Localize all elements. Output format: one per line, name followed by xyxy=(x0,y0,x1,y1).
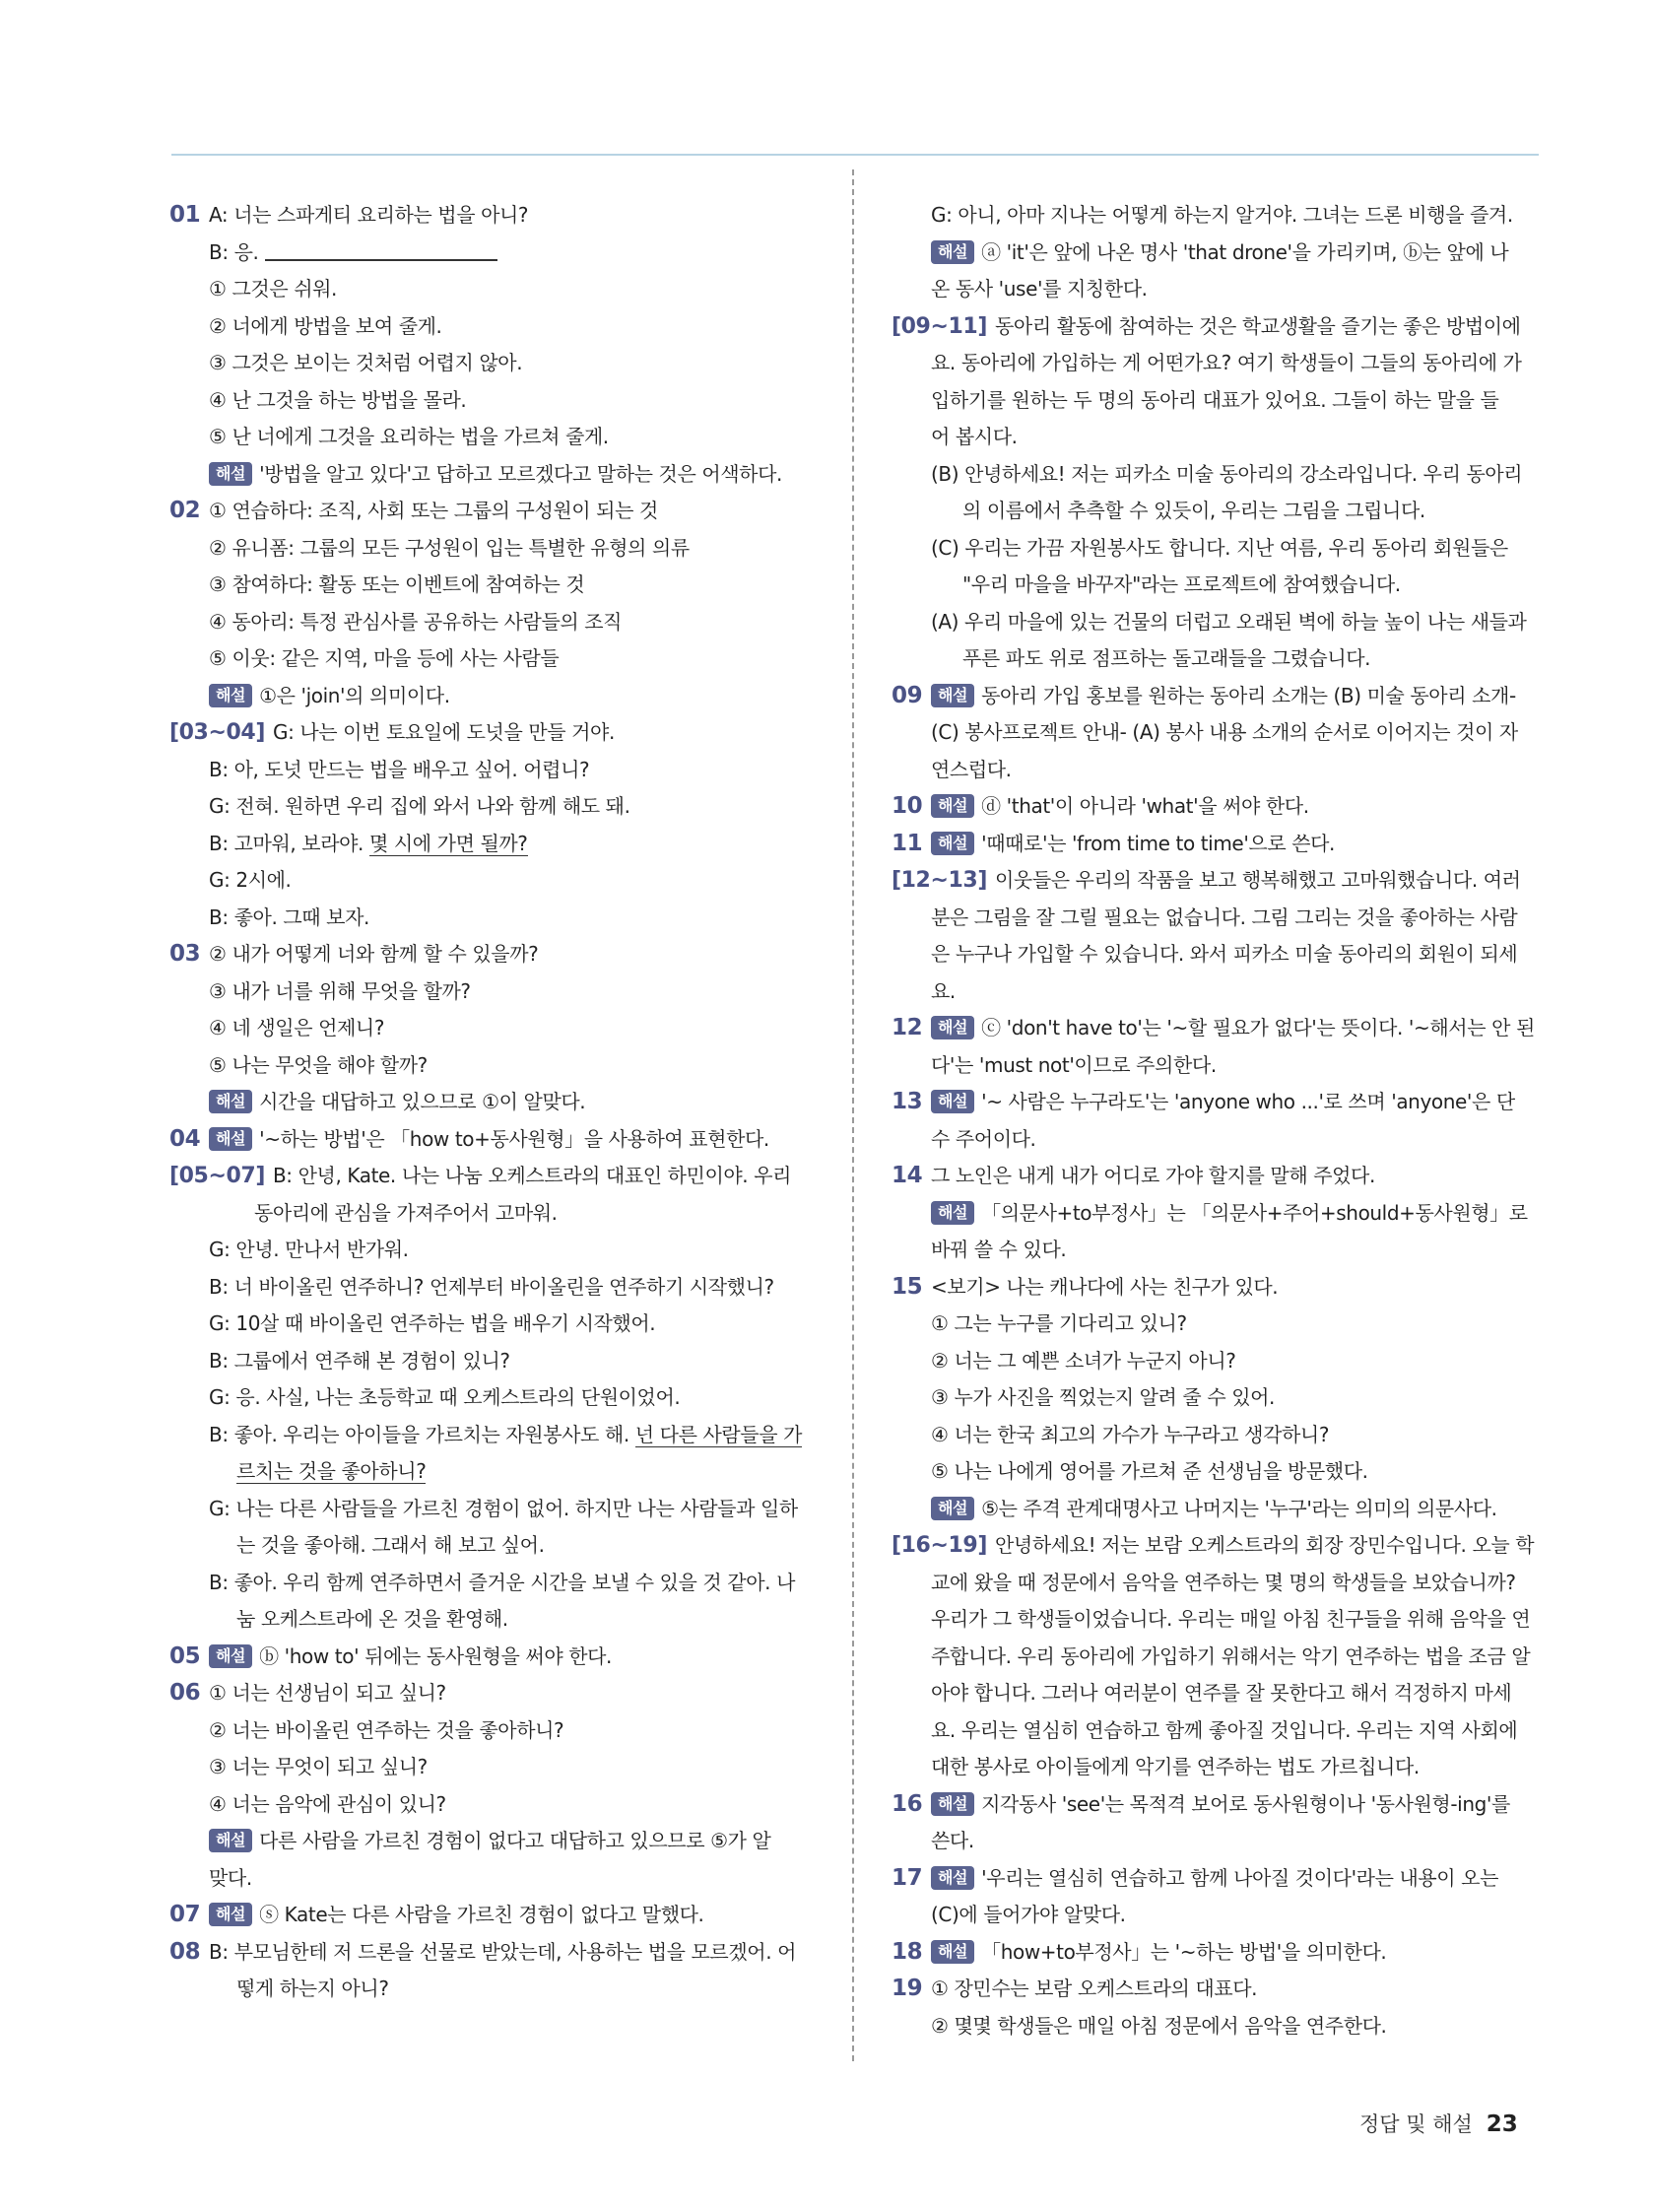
choice: ① 장민수는 보람 오케스트라의 대표다. xyxy=(931,1977,1258,2000)
passage-line: 교에 왔을 때 정문에서 음악을 연주하는 몇 명의 학생들을 보았습니까? xyxy=(931,1570,1516,1594)
explanation-text: 맞다. xyxy=(209,1865,252,1890)
question-number: 07 xyxy=(169,1902,201,1927)
choice: ③ 참여하다: 활동 또는 이벤트에 참여하는 것 xyxy=(209,572,585,596)
choice: ⑤ 나는 나에게 영어를 가르쳐 준 선생님을 방문했다. xyxy=(931,1459,1368,1483)
question-number: 17 xyxy=(892,1864,923,1891)
column-divider xyxy=(852,169,854,2061)
explanation-badge: 해설 xyxy=(209,684,252,707)
question-number: 12 xyxy=(892,1015,923,1040)
underlined-text: 르치는 것을 좋아하니? xyxy=(236,1459,427,1483)
dialogue-line: B: 그룹에서 연주해 본 경험이 있니? xyxy=(209,1348,510,1373)
translation-line: <보기> 나는 캐나다에 사는 친구가 있다. xyxy=(931,1274,1279,1299)
explanation-text: ⓒ 'don't have to'는 '~할 필요가 없다'는 뜻이다. '~해서는 안 된 xyxy=(981,1016,1535,1039)
choice: ④ 네 생일은 언제니? xyxy=(209,1016,385,1039)
question-number: 18 xyxy=(892,1938,923,1965)
explanation-text: ⓑ 'how to' 뒤에는 동사원형을 써야 한다. xyxy=(259,1643,613,1668)
choice: ② 너는 그 예쁜 소녀가 누군지 아니? xyxy=(931,1348,1236,1373)
right-column xyxy=(892,197,1538,2044)
explanation-badge: 해설 xyxy=(209,1829,252,1852)
choice: ⑤ 이웃: 같은 지역, 마을 등에 사는 사람들 xyxy=(209,646,560,670)
dialogue-line: B: 부모님한테 저 드론을 선물로 받았는데, 사용하는 법을 모르겠어. 어 xyxy=(209,1939,797,1964)
question-range: [12~13] xyxy=(892,868,987,893)
q07-line xyxy=(169,1897,816,1934)
dialogue-line xyxy=(169,1417,816,1454)
dialogue-line: A: 너는 스파게티 요리하는 법을 아니? xyxy=(209,203,529,227)
q02-line xyxy=(169,493,816,530)
q18-line xyxy=(892,1934,1538,1972)
explanation-text: ⑤는 주격 관계대명사고 나머지는 '누구'라는 의미의 의문사다. xyxy=(981,1496,1497,1520)
passage-line: 분은 그림을 잘 그릴 필요는 없습니다. 그림 그리는 것을 좋아하는 사람 xyxy=(931,905,1518,929)
footer-label: 정답 및 해설 xyxy=(1359,2112,1473,2136)
dialogue-line: G: 전혀. 원하면 우리 집에 와서 나와 함께 해도 돼. xyxy=(209,794,630,818)
q14-line xyxy=(892,1158,1538,1195)
question-range: [09~11] xyxy=(892,313,987,339)
explanation-text: 온 동사 'use'를 지칭한다. xyxy=(931,277,1148,301)
explanation-badge: 해설 xyxy=(209,462,252,486)
question-number: 19 xyxy=(892,1976,923,2001)
q1213-line xyxy=(892,862,1538,900)
q10-line xyxy=(892,788,1538,826)
passage-line: (A) 우리 마을에 있는 건물의 더럽고 오래된 벽에 하늘 높이 나는 새들과 xyxy=(931,609,1527,634)
choice: ① 그것은 쉬워. xyxy=(209,277,338,301)
top-rule xyxy=(171,154,1539,156)
choice: ① 연습하다: 조직, 사회 또는 그룹의 구성원이 되는 것 xyxy=(209,499,658,522)
q03-line xyxy=(169,936,816,973)
explanation-text: '~ 사람은 누구라도'는 'anyone who ...'로 쓰며 'anyone'은 단 xyxy=(981,1090,1515,1113)
explanation xyxy=(169,678,816,715)
question-range: [03~04] xyxy=(169,720,265,745)
passage-line: (C) 우리는 가끔 자원봉사도 합니다. 지난 여름, 우리 동아리 회원들은 xyxy=(931,535,1508,560)
explanation-badge: 해설 xyxy=(931,1792,974,1816)
explanation-text: 연스럽다. xyxy=(931,757,1012,781)
explanation-text: '~하는 방법'은 「how to+동사원형」을 사용하여 표현한다. xyxy=(259,1126,769,1151)
question-number: 11 xyxy=(892,830,923,856)
choice: ③ 내가 너를 위해 무엇을 할까? xyxy=(209,978,471,1003)
choice: ② 유니폼: 그룹의 모든 구성원이 입는 특별한 유형의 의류 xyxy=(209,535,690,560)
choice: ① 그는 누구를 기다리고 있니? xyxy=(931,1311,1187,1335)
explanation-text: ①은 'join'의 의미이다. xyxy=(259,683,450,707)
passage-line: "우리 마을을 바꾸자"라는 프로젝트에 참여했습니다. xyxy=(962,572,1401,596)
passage-line: (B) 안녕하세요! 저는 피카소 미술 동아리의 강소라입니다. 우리 동아리 xyxy=(931,461,1523,486)
question-number: 04 xyxy=(169,1125,201,1152)
explanation-badge: 해설 xyxy=(209,1090,252,1113)
explanation-badge: 해설 xyxy=(209,1903,252,1926)
explanation-badge: 해설 xyxy=(931,832,974,855)
dialogue-line xyxy=(169,826,816,863)
passage-line: 푸른 파도 위로 점프하는 돌고래들을 그렸습니다. xyxy=(962,646,1371,670)
explanation-badge: 해설 xyxy=(209,1127,252,1151)
passage-line: 동아리 활동에 참여하는 것은 학교생활을 즐기는 좋은 방법이에 xyxy=(994,313,1521,338)
explanation-badge: 해설 xyxy=(931,1497,974,1520)
q04-line xyxy=(169,1121,816,1159)
explanation-text: '때때로'는 'from time to time'으로 쓴다. xyxy=(981,831,1336,855)
dialogue-line: 떻게 하는지 아니? xyxy=(236,1977,389,2000)
question-number: 03 xyxy=(169,941,201,967)
choice: ② 몇몇 학생들은 매일 아침 정문에서 음악을 연주한다. xyxy=(931,2013,1387,2038)
q13-line xyxy=(892,1084,1538,1121)
page-footer xyxy=(1359,2109,1518,2138)
q16-line xyxy=(892,1786,1538,1824)
question-number: 08 xyxy=(169,1938,201,1965)
explanation-badge: 해설 xyxy=(209,1644,252,1668)
explanation-text: ⓐ 'it'은 앞에 나온 명사 'that drone'을 가리키며, ⓑ는 앞에 나 xyxy=(981,239,1509,264)
q01-b xyxy=(169,235,816,272)
explanation-badge: 해설 xyxy=(931,794,974,818)
dialogue-line: 는 것을 좋아해. 그래서 해 보고 싶어. xyxy=(236,1533,545,1557)
dialogue-line: G: 나는 이번 토요일에 도넛을 만들 거야. xyxy=(272,720,615,744)
choice: ② 너에게 방법을 보여 줄게. xyxy=(209,313,442,338)
explanation-text: 수 주어이다. xyxy=(931,1126,1036,1151)
explanation-text: 시간을 대답하고 있으므로 ①이 알맞다. xyxy=(259,1090,586,1113)
choice: ② 내가 어떻게 너와 함께 할 수 있을까? xyxy=(209,942,539,966)
underlined-text: 넌 다른 사람들을 가 xyxy=(634,1422,802,1446)
dialogue-line: B: 응. xyxy=(209,239,259,264)
passage-line: 입하기를 원하는 두 명의 동아리 대표가 있어요. 그들이 하는 말을 들 xyxy=(931,387,1499,412)
passage-line: 요. 동아리에 가입하는 게 어떤가요? 여기 학생들이 그들의 동아리에 가 xyxy=(931,351,1522,374)
question-number: 16 xyxy=(892,1790,923,1817)
dialogue-text: B: 고마워, 보라야. xyxy=(209,831,369,855)
dialogue-line: B: 너 바이올린 연주하니? 언제부터 바이올린을 연주하기 시작했니? xyxy=(209,1274,774,1299)
dialogue-line: G: 응. 사실, 나는 초등학교 때 오케스트라의 단원이었어. xyxy=(209,1385,681,1409)
question-number: 06 xyxy=(169,1680,201,1706)
q0304-line xyxy=(169,714,816,752)
dialogue-text: B: 좋아. 우리는 아이들을 가르치는 자원봉사도 해. xyxy=(209,1422,635,1446)
explanation-text: 지각동사 'see'는 목적격 보어로 동사원형이나 '동사원형-ing'를 xyxy=(981,1791,1510,1816)
dialogue-line: 눔 오케스트라에 온 것을 환영해. xyxy=(236,1607,508,1631)
dialogue-line: 동아리에 관심을 가져주어서 고마워. xyxy=(254,1200,558,1225)
passage-line: 주합니다. 우리 동아리에 가입하기 위해서는 악기 연주하는 법을 조금 알 xyxy=(931,1643,1531,1668)
passage-line: 의 이름에서 추측할 수 있듯이, 우리는 그림을 그립니다. xyxy=(962,499,1425,522)
question-number: 01 xyxy=(169,202,201,228)
q11-line xyxy=(892,826,1538,863)
passage-line: 어 봅시다. xyxy=(931,425,1018,448)
explanation-badge: 해설 xyxy=(931,1201,974,1225)
dialogue-line xyxy=(169,1453,816,1491)
dialogue-line: G: 2시에. xyxy=(209,868,292,892)
explanation xyxy=(169,1823,816,1860)
passage-line: 이웃들은 우리의 작품을 보고 행복해했고 고마워했습니다. 여러 xyxy=(994,868,1521,892)
explanation-text: 「how+to부정사」는 '~하는 방법'을 의미한다. xyxy=(981,1939,1387,1964)
passage-line: 아야 합니다. 그러나 여러분이 연주를 잘 못한다고 해서 걱정하지 마세 xyxy=(931,1681,1512,1705)
choice: ③ 그것은 보이는 것처럼 어렵지 않아. xyxy=(209,351,523,374)
question-number: 14 xyxy=(892,1163,923,1188)
q05-line xyxy=(169,1639,816,1676)
explanation-text: 동아리 가입 홍보를 원하는 동아리 소개는 (B) 미술 동아리 소개- xyxy=(981,683,1516,707)
q12-line xyxy=(892,1010,1538,1047)
explanation-text: '우리는 열심히 연습하고 함께 나아질 것이다'라는 내용이 오는 xyxy=(981,1865,1499,1890)
explanation xyxy=(169,456,816,494)
page-number: 23 xyxy=(1486,2111,1518,2137)
choice: ③ 누가 사진을 찍었는지 알려 줄 수 있어. xyxy=(931,1385,1275,1409)
explanation-text: 쓴다. xyxy=(931,1829,974,1852)
underlined-text: 몇 시에 가면 될까? xyxy=(368,831,528,855)
choice: ④ 너는 음악에 관심이 있니? xyxy=(209,1791,446,1816)
choice: ④ 너는 한국 최고의 가수가 누구라고 생각하니? xyxy=(931,1422,1330,1446)
explanation-badge: 해설 xyxy=(931,1940,974,1964)
q06-line xyxy=(169,1675,816,1712)
q08-line xyxy=(169,1934,816,1972)
passage-line: 은 누구나 가입할 수 있습니다. 와서 피카소 미술 동아리의 회원이 되세 xyxy=(931,942,1518,966)
choice: ⑤ 나는 무엇을 해야 할까? xyxy=(209,1052,428,1077)
q09-line xyxy=(892,678,1538,715)
question-number: 09 xyxy=(892,682,923,708)
explanation-text: 다'는 'must not'이므로 주의한다. xyxy=(931,1052,1217,1077)
passage-line: 우리가 그 학생들이었습니다. 우리는 매일 아침 친구들을 위해 음악을 연 xyxy=(931,1607,1531,1631)
passage-line: 안녕하세요! 저는 보람 오케스트라의 회장 장민수입니다. 오늘 학 xyxy=(994,1533,1535,1557)
q15-line xyxy=(892,1269,1538,1307)
explanation-badge: 해설 xyxy=(931,1090,974,1113)
question-number: 15 xyxy=(892,1273,923,1300)
question-range: [16~19] xyxy=(892,1533,987,1558)
choice: ② 너는 바이올린 연주하는 것을 좋아하니? xyxy=(209,1717,564,1742)
choice: ④ 동아리: 특정 관심사를 공유하는 사람들의 조직 xyxy=(209,609,623,634)
q19-line xyxy=(892,1971,1538,2008)
choice: ③ 너는 무엇이 되고 싶니? xyxy=(209,1755,428,1778)
explanation xyxy=(169,1084,816,1121)
question-range: [05~07] xyxy=(169,1164,265,1188)
dialogue-line: B: 좋아. 그때 보자. xyxy=(209,905,369,929)
choice: ⑤ 난 너에게 그것을 요리하는 법을 가르쳐 줄게. xyxy=(209,425,609,448)
explanation xyxy=(892,1195,1538,1233)
choice: ④ 난 그것을 하는 방법을 몰라. xyxy=(209,387,467,412)
explanation-text: (C) 봉사프로젝트 안내- (A) 봉사 내용 소개의 순서로 이어지는 것이 자 xyxy=(931,720,1518,744)
passage-line: 요. 우리는 열심히 연습하고 함께 좋아질 것입니다. 우리는 지역 사회에 xyxy=(931,1717,1518,1742)
q0911-line xyxy=(892,308,1538,346)
dialogue-line: G: 아니, 아마 지나는 어떻게 하는지 알거야. 그녀는 드론 비행을 즐겨. xyxy=(931,203,1513,227)
q1619-line xyxy=(892,1527,1538,1565)
dialogue-line: B: 아, 도넛 만드는 법을 배우고 싶어. 어렵니? xyxy=(209,757,590,781)
question-number: 13 xyxy=(892,1089,923,1114)
question-number: 10 xyxy=(892,793,923,819)
explanation-text: ⓓ 'that'이 아니라 'what'을 써야 한다. xyxy=(981,794,1309,818)
explanation-badge: 해설 xyxy=(931,684,974,707)
explanation xyxy=(892,1491,1538,1528)
explanation-badge: 해설 xyxy=(931,1866,974,1890)
dialogue-line: G: 안녕. 만나서 반가워. xyxy=(209,1238,409,1261)
q0507-line xyxy=(169,1158,816,1195)
explanation-text: '방법을 알고 있다'고 답하고 모르겠다고 말하는 것은 어색하다. xyxy=(259,461,782,486)
q17-line xyxy=(892,1860,1538,1898)
explanation-text: 바꿔 쓸 수 있다. xyxy=(931,1238,1067,1261)
answer-blank xyxy=(265,239,497,261)
question-number: 05 xyxy=(169,1642,201,1669)
dialogue-line: B: 좋아. 우리 함께 연주하면서 즐거운 시간을 보낼 수 있을 것 같아. 나 xyxy=(209,1570,795,1594)
explanation-text: 다른 사람을 가르친 경험이 없다고 대답하고 있으므로 ⑤가 알 xyxy=(259,1829,771,1852)
explanation-text: ⓢ Kate는 다른 사람을 가르친 경험이 없다고 말했다. xyxy=(259,1903,704,1926)
choice: ① 너는 선생님이 되고 싶니? xyxy=(209,1681,446,1705)
explanation xyxy=(892,235,1538,272)
explanation-badge: 해설 xyxy=(931,240,974,264)
explanation-text: 「의문사+to부정사」는 「의문사+주어+should+동사원형」로 xyxy=(981,1200,1528,1225)
passage-line: 요. xyxy=(931,978,956,1003)
translation-line: 그 노인은 내게 내가 어디로 가야 할지를 말해 주었다. xyxy=(931,1164,1375,1187)
q01-line xyxy=(169,197,816,235)
passage-line: 대한 봉사로 아이들에게 악기를 연주하는 법도 가르칩니다. xyxy=(931,1755,1420,1778)
explanation-badge: 해설 xyxy=(931,1016,974,1039)
left-column xyxy=(169,197,816,2008)
dialogue-line: G: 나는 다른 사람들을 가르친 경험이 없어. 하지만 나는 사람들과 일하 xyxy=(209,1496,798,1520)
explanation-text: (C)에 들어가야 알맞다. xyxy=(931,1903,1126,1926)
dialogue-line: G: 10살 때 바이올린 연주하는 법을 배우기 시작했어. xyxy=(209,1311,656,1335)
question-number: 02 xyxy=(169,498,201,523)
dialogue-line: B: 안녕, Kate. 나는 나눔 오케스트라의 대표인 하민이야. 우리 xyxy=(272,1164,792,1187)
